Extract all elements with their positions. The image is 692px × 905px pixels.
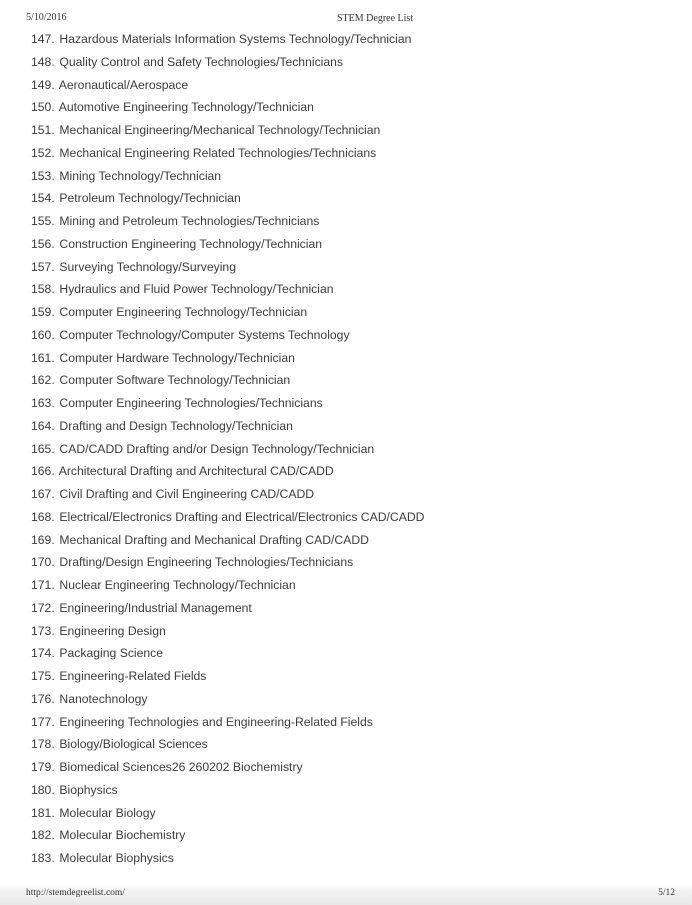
footer-url[interactable]: http://stemdegreelist.com/: [26, 888, 125, 898]
item-text: Computer Engineering Technology/Technician: [59, 305, 308, 319]
item-text: Computer Technology/Computer Systems Technology: [59, 327, 350, 342]
list-item: [31, 369, 424, 392]
item-text: Electrical/Electronics Drafting and Electrical/Electronics CAD/CADD: [59, 509, 425, 524]
list-item: [31, 483, 424, 506]
item-number: 169.: [31, 532, 55, 547]
list-item: [31, 551, 424, 574]
item-number: 175.: [31, 669, 55, 683]
list-item: [31, 438, 424, 461]
item-number: 176.: [31, 691, 55, 706]
list-item: [31, 711, 424, 734]
item-text: Nuclear Engineering Technology/Technician: [59, 578, 296, 592]
list-item: [31, 574, 424, 597]
list-item: [31, 74, 424, 97]
list-item: [31, 301, 424, 324]
item-number: 153.: [31, 168, 55, 183]
item-text: Drafting and Design Technology/Technician: [59, 418, 293, 433]
item-text: Civil Drafting and Civil Engineering CAD/CADD: [59, 487, 315, 501]
item-text: Construction Engineering Technology/Technician: [59, 236, 323, 251]
list-item: [31, 756, 424, 779]
item-text: Aeronautical/Aerospace: [58, 77, 189, 92]
item-number: 150.: [31, 100, 55, 115]
item-text: Hydraulics and Fluid Power Technology/Technician: [59, 282, 334, 297]
item-number: 159.: [31, 305, 55, 319]
item-number: 156.: [31, 236, 55, 251]
degree-list: [31, 28, 424, 870]
list-item: [31, 665, 424, 688]
item-number: 162.: [31, 373, 55, 388]
item-text: Biomedical Sciences26 260202 Biochemistry: [59, 760, 303, 774]
item-number: 173.: [31, 623, 55, 638]
item-number: 171.: [31, 578, 55, 592]
list-item: [31, 324, 424, 347]
page-footer: [0, 883, 692, 905]
item-number: 167.: [31, 487, 55, 501]
item-text: Drafting/Design Engineering Technologies/Technicians: [59, 555, 354, 570]
list-item: [31, 187, 424, 210]
list-item: [31, 278, 424, 301]
list-item: [31, 96, 424, 119]
item-number: 181.: [31, 805, 55, 820]
item-text: Computer Engineering Technologies/Technicians: [59, 396, 323, 410]
item-text: Mining and Petroleum Technologies/Technicians: [59, 214, 320, 228]
list-item: [31, 802, 424, 825]
list-item: [31, 256, 424, 279]
item-number: 177.: [31, 714, 55, 729]
item-text: Surveying Technology/Surveying: [59, 259, 236, 274]
item-number: 147.: [31, 32, 55, 46]
item-number: 172.: [31, 600, 55, 615]
item-text: Automotive Engineering Technology/Technician: [58, 100, 314, 115]
item-number: 174.: [31, 646, 55, 661]
item-number: 165.: [31, 441, 55, 456]
list-item: [31, 415, 424, 438]
item-text: Biophysics: [59, 782, 118, 797]
item-number: 154.: [31, 191, 55, 206]
page-number: 5/12: [658, 888, 675, 898]
list-item: [31, 460, 424, 483]
item-text: Quality Control and Safety Technologies/Technicians: [59, 54, 344, 69]
item-number: 182.: [31, 828, 55, 843]
list-item: [31, 392, 424, 415]
item-text: Engineering Design: [59, 623, 166, 638]
item-number: 168.: [31, 509, 55, 524]
item-number: 178.: [31, 737, 55, 752]
list-item: [31, 642, 424, 665]
item-number: 149.: [31, 77, 55, 92]
item-number: 161.: [31, 350, 55, 365]
item-text: CAD/CADD Drafting and/or Design Technology/Technician: [59, 441, 375, 456]
list-item: [31, 142, 424, 165]
item-text: Mechanical Drafting and Mechanical Drafting CAD/CADD: [59, 532, 369, 547]
list-item: [31, 779, 424, 802]
item-text: Engineering Technologies and Engineering-Related Fields: [59, 714, 373, 729]
item-text: Molecular Biology: [59, 805, 156, 820]
item-text: Mechanical Engineering Related Technologies/Technicians: [59, 145, 377, 160]
item-number: 148.: [31, 54, 55, 69]
list-item: [31, 347, 424, 370]
list-item: [31, 506, 424, 529]
item-number: 170.: [31, 555, 55, 570]
list-item: [31, 119, 424, 142]
item-number: 155.: [31, 214, 55, 228]
list-item: [31, 847, 424, 870]
page-title: STEM Degree List: [337, 13, 414, 24]
item-text: Packaging Science: [59, 646, 164, 661]
item-number: 180.: [31, 782, 55, 797]
item-text: Mining Technology/Technician: [59, 168, 222, 183]
item-text: Molecular Biochemistry: [59, 828, 186, 843]
list-item: [31, 688, 424, 711]
print-date: 5/10/2016: [26, 12, 67, 23]
list-item: [31, 733, 424, 756]
list-item: [31, 824, 424, 847]
item-number: 183.: [31, 851, 55, 865]
item-number: 166.: [31, 464, 55, 479]
list-item: [31, 51, 424, 74]
item-text: Engineering/Industrial Management: [59, 600, 252, 615]
item-text: Nanotechnology: [59, 691, 148, 706]
item-number: 158.: [31, 282, 55, 297]
item-number: 160.: [31, 327, 55, 342]
item-number: 163.: [31, 396, 55, 410]
list-item: [31, 597, 424, 620]
item-text: Mechanical Engineering/Mechanical Technology/Technician: [59, 123, 381, 137]
item-text: Computer Software Technology/Technician: [59, 373, 291, 388]
item-number: 157.: [31, 259, 55, 274]
list-item: [31, 233, 424, 256]
item-number: 179.: [31, 760, 55, 774]
item-text: Hazardous Materials Information Systems Technology/Technician: [59, 32, 412, 46]
item-text: Biology/Biological Sciences: [59, 737, 208, 752]
item-number: 164.: [31, 418, 55, 433]
item-number: 151.: [31, 123, 55, 137]
list-item: [31, 529, 424, 552]
list-item: [31, 28, 424, 51]
item-text: Computer Hardware Technology/Technician: [59, 350, 295, 365]
item-text: Architectural Drafting and Architectural CAD/CADD: [58, 464, 334, 479]
item-text: Engineering-Related Fields: [59, 669, 207, 683]
list-item: [31, 165, 424, 188]
list-item: [31, 210, 424, 233]
item-text: Petroleum Technology/Technician: [59, 191, 241, 206]
item-number: 152.: [31, 145, 55, 160]
list-item: [31, 620, 424, 643]
item-text: Molecular Biophysics: [59, 851, 174, 865]
